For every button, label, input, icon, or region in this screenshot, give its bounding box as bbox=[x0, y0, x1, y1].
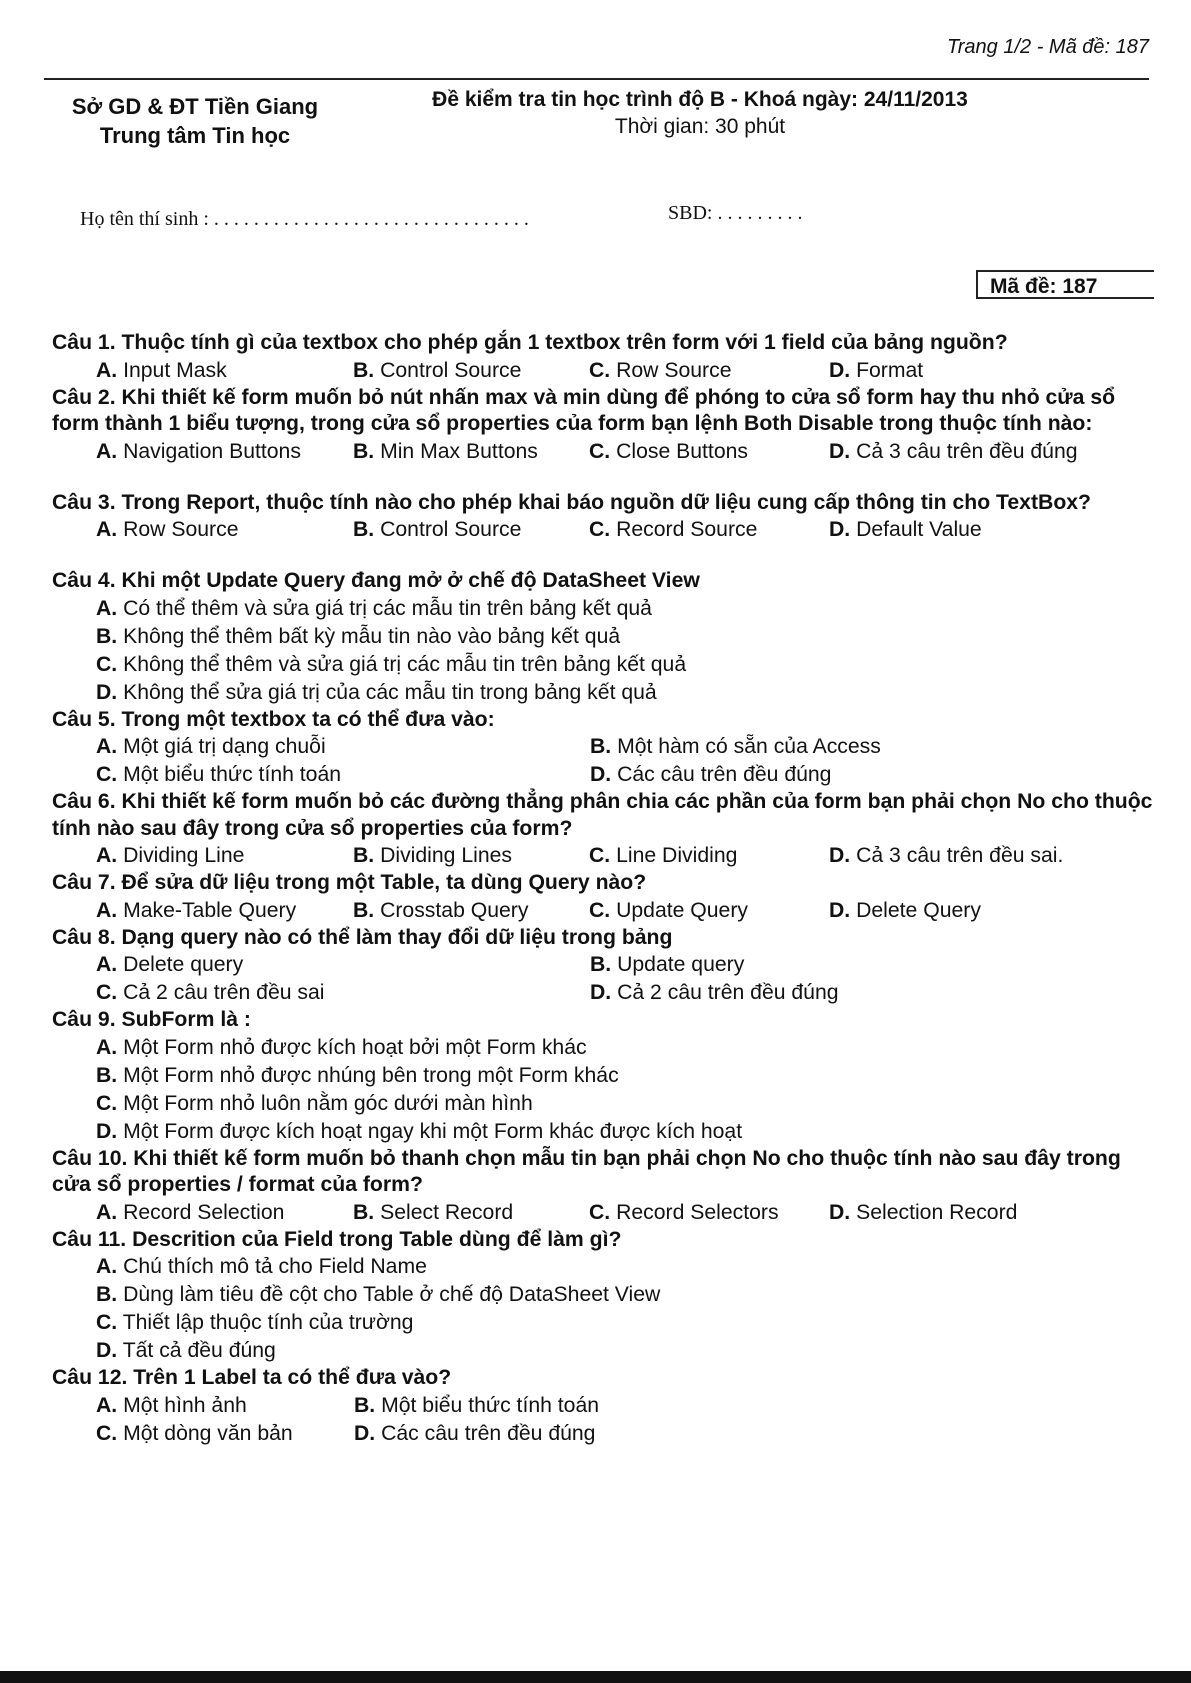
option-text: Một dòng văn bản bbox=[123, 1421, 293, 1445]
option-text: Selection Record bbox=[856, 1200, 1018, 1224]
answer-option bbox=[96, 357, 353, 385]
option-text: Cả 2 câu trên đều sai bbox=[123, 981, 325, 1004]
question-text: Câu 4. Khi một Update Query đang mở ở chế độ DataSheet View bbox=[52, 569, 700, 592]
exam-code-box: Mã đề: 187 bbox=[976, 270, 1154, 299]
option-text: Delete Query bbox=[856, 898, 981, 922]
answer-options bbox=[52, 897, 1162, 925]
option-letter: C. bbox=[589, 358, 611, 382]
question-text: Câu 3. Trong Report, thuộc tính nào cho phép khai báo nguồn dữ liệu cung cấp thông tin cho TextBox? bbox=[52, 490, 1091, 514]
option-row bbox=[96, 1281, 1162, 1309]
answer-option bbox=[96, 623, 620, 651]
answer-options bbox=[52, 516, 1162, 544]
question-2 bbox=[52, 385, 1162, 466]
answer-option bbox=[590, 761, 831, 789]
answer-option bbox=[590, 951, 744, 979]
option-letter: B. bbox=[590, 953, 612, 976]
option-row bbox=[96, 1309, 1162, 1337]
answer-option bbox=[96, 733, 590, 761]
question-list bbox=[52, 330, 1162, 1448]
option-row bbox=[96, 516, 1162, 544]
option-letter: C. bbox=[96, 1421, 118, 1445]
answer-options bbox=[52, 438, 1162, 466]
question-10 bbox=[52, 1146, 1162, 1227]
option-row bbox=[96, 1034, 1162, 1062]
option-text: Control Source bbox=[380, 358, 522, 382]
option-row bbox=[96, 761, 1162, 789]
answer-option bbox=[354, 1392, 599, 1420]
question-4 bbox=[52, 568, 1162, 707]
option-text: Navigation Buttons bbox=[123, 439, 301, 463]
option-letter: D. bbox=[96, 1119, 118, 1143]
answer-options bbox=[52, 595, 1162, 707]
option-text: Một hàm có sẵn của Access bbox=[617, 735, 881, 758]
option-letter: B. bbox=[353, 1200, 375, 1224]
candidate-number-field: SBD: . . . . . . . . . bbox=[668, 202, 803, 224]
option-letter: A. bbox=[96, 1035, 118, 1059]
answer-option bbox=[96, 979, 590, 1007]
option-letter: D. bbox=[829, 439, 851, 463]
option-letter: D. bbox=[829, 898, 851, 922]
answer-option bbox=[96, 1118, 742, 1146]
option-row bbox=[96, 1118, 1162, 1146]
option-text: Format bbox=[856, 358, 924, 382]
option-text: Update query bbox=[617, 953, 745, 976]
answer-option bbox=[353, 438, 589, 466]
question-8 bbox=[52, 925, 1162, 1008]
option-text: Không thể thêm và sửa giá trị các mẫu tin trên bảng kết quả bbox=[123, 652, 687, 676]
option-letter: C. bbox=[96, 981, 118, 1004]
option-row bbox=[96, 357, 1162, 385]
option-text: Không thể thêm bất kỳ mẫu tin nào vào bảng kết quả bbox=[123, 624, 621, 648]
option-letter: A. bbox=[96, 358, 118, 382]
option-letter: D. bbox=[96, 680, 118, 704]
question-text: Câu 10. Khi thiết kế form muốn bỏ thanh chọn mẫu tin bạn phải chọn No cho thuộc tính nào sau đây trong cửa sổ properties / format của form? bbox=[52, 1146, 1121, 1196]
option-letter: B. bbox=[353, 358, 375, 382]
answer-option bbox=[96, 1199, 353, 1227]
option-text: Các câu trên đều đúng bbox=[617, 763, 832, 786]
header-rule bbox=[44, 78, 1149, 80]
option-text: Select Record bbox=[380, 1200, 514, 1224]
option-letter: C. bbox=[96, 1091, 118, 1115]
option-text: Make-Table Query bbox=[123, 898, 297, 922]
exam-title: Đề kiểm tra tin học trình độ B - Khoá ngày: 24/11/2013 bbox=[432, 88, 968, 111]
question-12 bbox=[52, 1365, 1162, 1448]
option-letter: A. bbox=[96, 735, 118, 758]
answer-option bbox=[590, 979, 839, 1007]
option-text: Crosstab Query bbox=[380, 898, 529, 922]
option-row bbox=[96, 897, 1162, 925]
option-row bbox=[96, 1199, 1162, 1227]
answer-option bbox=[96, 1062, 619, 1090]
answer-option bbox=[829, 357, 923, 385]
answer-option bbox=[96, 951, 590, 979]
option-letter: B. bbox=[96, 1063, 118, 1087]
answer-option bbox=[96, 842, 353, 870]
option-letter: B. bbox=[353, 439, 375, 463]
answer-option bbox=[96, 679, 657, 707]
candidate-name-field: Họ tên thí sinh : . . . . . . . . . . . . . . . . . . . . . . . . . . . . . . . . bbox=[80, 208, 529, 230]
option-row bbox=[96, 595, 1162, 623]
page-info: Trang 1/2 - Mã đề: 187 bbox=[947, 36, 1149, 58]
question-11 bbox=[52, 1227, 1162, 1366]
answer-option bbox=[589, 897, 829, 925]
option-letter: D. bbox=[829, 1200, 851, 1224]
option-row bbox=[96, 1392, 1162, 1420]
answer-option bbox=[96, 1034, 587, 1062]
answer-option bbox=[96, 438, 353, 466]
option-letter: A. bbox=[96, 439, 118, 463]
option-letter: C. bbox=[96, 1311, 118, 1334]
answer-option bbox=[829, 1199, 1017, 1227]
candidate-info bbox=[80, 202, 1080, 231]
answer-option bbox=[589, 842, 829, 870]
option-row bbox=[96, 623, 1162, 651]
question-text: Câu 8. Dạng query nào có thể làm thay đổi dữ liệu trong bảng bbox=[52, 925, 673, 949]
answer-option bbox=[829, 897, 981, 925]
option-row bbox=[96, 842, 1162, 870]
question-text: Câu 2. Khi thiết kế form muốn bỏ nút nhấn max và min dùng để phóng to cửa sổ form hay thu nhỏ cửa sổ form thành 1 biểu tượng, trong cửa sổ properties của form bạn lệnh Both Disable trong thuộc tính nào: bbox=[52, 385, 1116, 435]
answer-option bbox=[96, 897, 353, 925]
option-letter: A. bbox=[96, 596, 118, 620]
question-text: Câu 11. Descrition của Field trong Table dùng để làm gì? bbox=[52, 1227, 622, 1251]
option-row bbox=[96, 438, 1162, 466]
answer-options bbox=[52, 951, 1162, 1007]
option-text: Các câu trên đều đúng bbox=[381, 1421, 596, 1445]
answer-option bbox=[829, 438, 1078, 466]
option-row bbox=[96, 1337, 1162, 1365]
answer-options bbox=[52, 1199, 1162, 1227]
option-letter: C. bbox=[96, 763, 118, 786]
organization-block bbox=[50, 92, 340, 150]
option-letter: A. bbox=[96, 953, 118, 976]
answer-option bbox=[589, 516, 829, 544]
option-text: Dùng làm tiêu đề cột cho Table ở chế độ DataSheet View bbox=[123, 1283, 661, 1306]
option-row bbox=[96, 679, 1162, 707]
question-text: Câu 12. Trên 1 Label ta có thể đưa vào? bbox=[52, 1366, 452, 1389]
option-text: Một Form nhỏ luôn nằm góc dưới màn hình bbox=[123, 1091, 533, 1115]
option-text: Chú thích mô tả cho Field Name bbox=[123, 1255, 427, 1278]
option-letter: A. bbox=[96, 1200, 118, 1224]
option-letter: A. bbox=[96, 898, 118, 922]
option-letter: A. bbox=[96, 518, 118, 541]
option-letter: B. bbox=[96, 1283, 118, 1306]
answer-option bbox=[96, 1420, 354, 1448]
exam-title-block bbox=[360, 86, 1040, 140]
option-letter: C. bbox=[589, 439, 611, 463]
question-1 bbox=[52, 330, 1162, 385]
option-row bbox=[96, 951, 1162, 979]
answer-option bbox=[96, 1090, 533, 1118]
option-text: Default Value bbox=[856, 518, 982, 541]
org-line-2: Trung tâm Tin học bbox=[99, 123, 291, 148]
exam-duration: Thời gian: 30 phút bbox=[614, 115, 786, 138]
option-text: Control Source bbox=[380, 518, 522, 541]
option-text: Một Form nhỏ được nhúng bên trong một Form khác bbox=[123, 1063, 619, 1087]
question-3 bbox=[52, 490, 1162, 545]
option-text: Cả 3 câu trên đều đúng bbox=[856, 439, 1078, 463]
answer-option bbox=[353, 357, 589, 385]
option-text: Một biểu thức tính toán bbox=[123, 763, 342, 786]
answer-option bbox=[96, 651, 686, 679]
option-letter: B. bbox=[353, 518, 375, 541]
answer-options bbox=[52, 1392, 1162, 1448]
option-letter: D. bbox=[829, 358, 851, 382]
question-5 bbox=[52, 707, 1162, 790]
question-text: Câu 9. SubForm là : bbox=[52, 1008, 251, 1031]
answer-option bbox=[96, 1253, 427, 1281]
question-7 bbox=[52, 870, 1162, 925]
option-row bbox=[96, 1253, 1162, 1281]
option-letter: C. bbox=[96, 652, 118, 676]
answer-options bbox=[52, 842, 1162, 870]
option-text: Không thể sửa giá trị của các mẫu tin trong bảng kết quả bbox=[123, 680, 657, 704]
option-letter: D. bbox=[590, 981, 612, 1004]
answer-option bbox=[589, 1199, 829, 1227]
option-letter: A. bbox=[96, 844, 118, 867]
option-row bbox=[96, 979, 1162, 1007]
option-letter: B. bbox=[590, 735, 612, 758]
option-letter: A. bbox=[96, 1393, 118, 1417]
option-text: Cả 2 câu trên đều đúng bbox=[617, 981, 839, 1004]
answer-option bbox=[96, 595, 652, 623]
answer-options bbox=[52, 733, 1162, 789]
answer-option bbox=[589, 357, 829, 385]
answer-option bbox=[96, 1281, 660, 1309]
answer-options bbox=[52, 1253, 1162, 1365]
option-text: Min Max Buttons bbox=[380, 439, 538, 463]
answer-option bbox=[96, 1337, 276, 1365]
option-text: Input Mask bbox=[123, 358, 227, 382]
bottom-border bbox=[0, 1671, 1191, 1683]
answer-option bbox=[829, 516, 982, 544]
answer-option bbox=[353, 842, 589, 870]
answer-options bbox=[52, 1034, 1162, 1146]
option-row bbox=[96, 1062, 1162, 1090]
option-letter: B. bbox=[353, 844, 375, 867]
question-text: Câu 7. Để sửa dữ liệu trong một Table, ta dùng Query nào? bbox=[52, 871, 647, 894]
answer-option bbox=[353, 516, 589, 544]
option-letter: D. bbox=[829, 518, 851, 541]
option-letter: C. bbox=[589, 1200, 611, 1224]
option-row bbox=[96, 733, 1162, 761]
option-letter: B. bbox=[353, 898, 375, 922]
option-row bbox=[96, 1090, 1162, 1118]
question-text: Câu 1. Thuộc tính gì của textbox cho phép gắn 1 textbox trên form với 1 field của bảng nguồn? bbox=[52, 331, 1008, 354]
answer-option bbox=[354, 1420, 595, 1448]
question-text: Câu 5. Trong một textbox ta có thể đưa vào: bbox=[52, 707, 495, 731]
option-row bbox=[96, 651, 1162, 679]
answer-option bbox=[829, 842, 1063, 870]
option-row bbox=[96, 1420, 1162, 1448]
answer-options bbox=[52, 357, 1162, 385]
question-9 bbox=[52, 1007, 1162, 1146]
answer-option bbox=[353, 897, 589, 925]
question-6 bbox=[52, 789, 1162, 870]
option-text: Dividing Line bbox=[123, 844, 245, 867]
option-text: Một hình ảnh bbox=[123, 1393, 247, 1417]
answer-option bbox=[96, 1392, 354, 1420]
answer-option bbox=[589, 438, 829, 466]
option-letter: C. bbox=[589, 898, 611, 922]
answer-option bbox=[96, 516, 353, 544]
option-text: Close Buttons bbox=[616, 439, 748, 463]
answer-option bbox=[96, 761, 590, 789]
option-letter: D. bbox=[354, 1421, 376, 1445]
answer-option bbox=[353, 1199, 589, 1227]
option-text: Line Dividing bbox=[616, 844, 738, 867]
answer-option bbox=[590, 733, 881, 761]
option-text: Record Source bbox=[616, 518, 758, 541]
option-letter: B. bbox=[96, 624, 118, 648]
option-text: Một giá trị dạng chuỗi bbox=[123, 735, 326, 758]
option-letter: B. bbox=[354, 1393, 376, 1417]
option-text: Thiết lập thuộc tính của trường bbox=[122, 1311, 414, 1334]
option-text: Delete query bbox=[123, 953, 244, 976]
option-text: Cả 3 câu trên đều sai. bbox=[856, 844, 1064, 867]
option-text: Một biểu thức tính toán bbox=[381, 1393, 600, 1417]
option-text: Record Selectors bbox=[616, 1200, 779, 1224]
option-text: Một Form được kích hoạt ngay khi một Form khác được kích hoạt bbox=[123, 1119, 743, 1143]
option-letter: A. bbox=[96, 1255, 118, 1278]
option-text: Một Form nhỏ được kích hoạt bởi một Form khác bbox=[123, 1035, 587, 1059]
answer-option bbox=[96, 1309, 413, 1337]
option-text: Row Source bbox=[123, 518, 239, 541]
org-line-1: Sở GD & ĐT Tiền Giang bbox=[71, 94, 319, 119]
option-letter: C. bbox=[589, 518, 611, 541]
option-text: Record Selection bbox=[123, 1200, 285, 1224]
option-text: Tất cả đều đúng bbox=[122, 1339, 276, 1362]
question-text: Câu 6. Khi thiết kế form muốn bỏ các đường thẳng phân chia các phần của form bạn phải chọn No cho thuộc tính nào sau đây trong cửa sổ properties của form? bbox=[52, 790, 1153, 840]
option-letter: D. bbox=[829, 844, 851, 867]
option-text: Row Source bbox=[616, 358, 732, 382]
option-text: Dividing Lines bbox=[380, 844, 512, 867]
option-text: Có thể thêm và sửa giá trị các mẫu tin trên bảng kết quả bbox=[123, 596, 652, 620]
option-letter: D. bbox=[96, 1339, 118, 1362]
option-letter: D. bbox=[590, 763, 612, 786]
option-text: Update Query bbox=[616, 898, 748, 922]
option-letter: C. bbox=[589, 844, 611, 867]
